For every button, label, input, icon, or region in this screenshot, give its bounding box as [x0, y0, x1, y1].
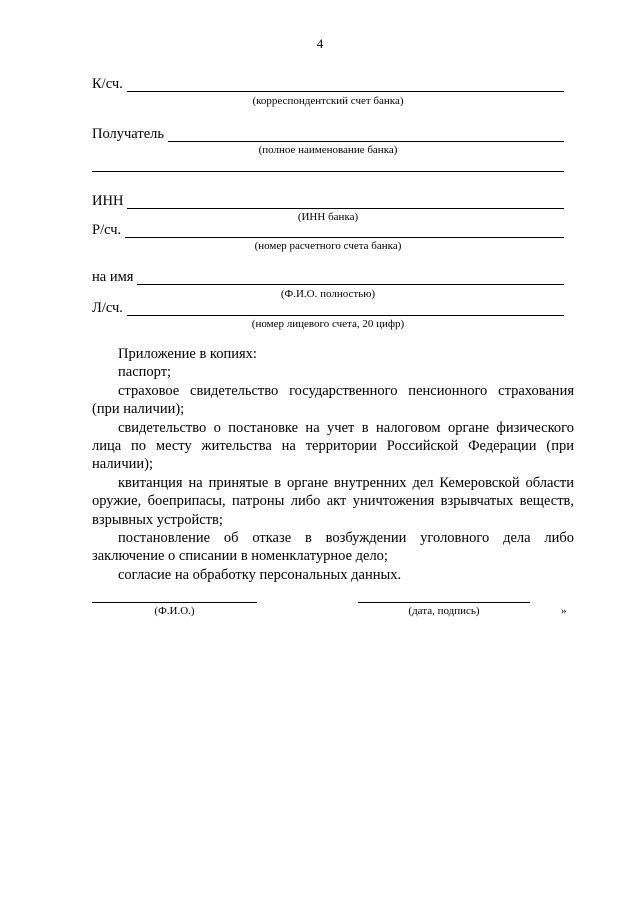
correspondent-account-line [127, 79, 564, 92]
personal-account-caption: (номер лицевого счета, 20 цифр) [251, 318, 405, 330]
closing-quote: » [561, 605, 567, 617]
settlement-account-field [92, 222, 564, 238]
name-signature-line [92, 602, 257, 603]
settlement-account-caption: (номер расчетного счета банка) [254, 240, 402, 252]
date-signature-line [358, 602, 530, 603]
inn-label: ИНН [92, 193, 124, 209]
inn-field [92, 193, 564, 209]
recipient-label: Получатель [92, 126, 164, 142]
attachment-item: согласие на обработку персональных данных. [118, 566, 402, 583]
correspondent-account-caption: (корреспондентский счет банка) [252, 95, 404, 107]
name-label: на имя [92, 269, 134, 285]
recipient-extra-line [92, 171, 564, 172]
correspondent-account-label: К/сч. [92, 76, 123, 92]
name-field [92, 269, 564, 285]
attachment-item: квитанция на принятые в органе внутренних дел Кемеровской области оружие, боеприпасы, патроны либо акт уничтожения взрывчатых веществ, взрывных устройств; [92, 474, 574, 528]
correspondent-account-field [92, 76, 564, 92]
attachment-item: паспорт; [118, 364, 172, 381]
recipient-line [168, 129, 564, 142]
name-caption: (Ф.И.О. полностью) [280, 288, 376, 300]
personal-account-line [127, 303, 564, 316]
attachment-item: свидетельство о постановке на учет в налоговом органе физического лица по месту жительства на территории Российской Федерации (при наличии); [92, 419, 574, 473]
attachments-list [92, 345, 574, 584]
name-line [137, 272, 564, 285]
page-number: 4 [316, 36, 324, 51]
attachments-heading: Приложение в копиях: [118, 346, 257, 362]
personal-account-label: Л/сч. [92, 300, 123, 316]
settlement-account-line [125, 225, 564, 238]
inn-caption: (ИНН банка) [297, 211, 359, 223]
name-signature-caption: (Ф.И.О.) [154, 605, 195, 617]
attachment-item: страховое свидетельство государственного пенсионного страхования (при наличии); [92, 382, 574, 418]
recipient-field [92, 126, 564, 142]
date-signature-caption: (дата, подпись) [408, 605, 480, 617]
recipient-caption: (полное наименование банка) [258, 144, 398, 156]
attachment-item: постановление об отказе в возбуждении уголовного дела либо заключение о списании в номенклатурное дело; [92, 530, 574, 565]
settlement-account-label: Р/сч. [92, 222, 122, 238]
personal-account-field [92, 300, 564, 316]
inn-line [127, 196, 564, 209]
